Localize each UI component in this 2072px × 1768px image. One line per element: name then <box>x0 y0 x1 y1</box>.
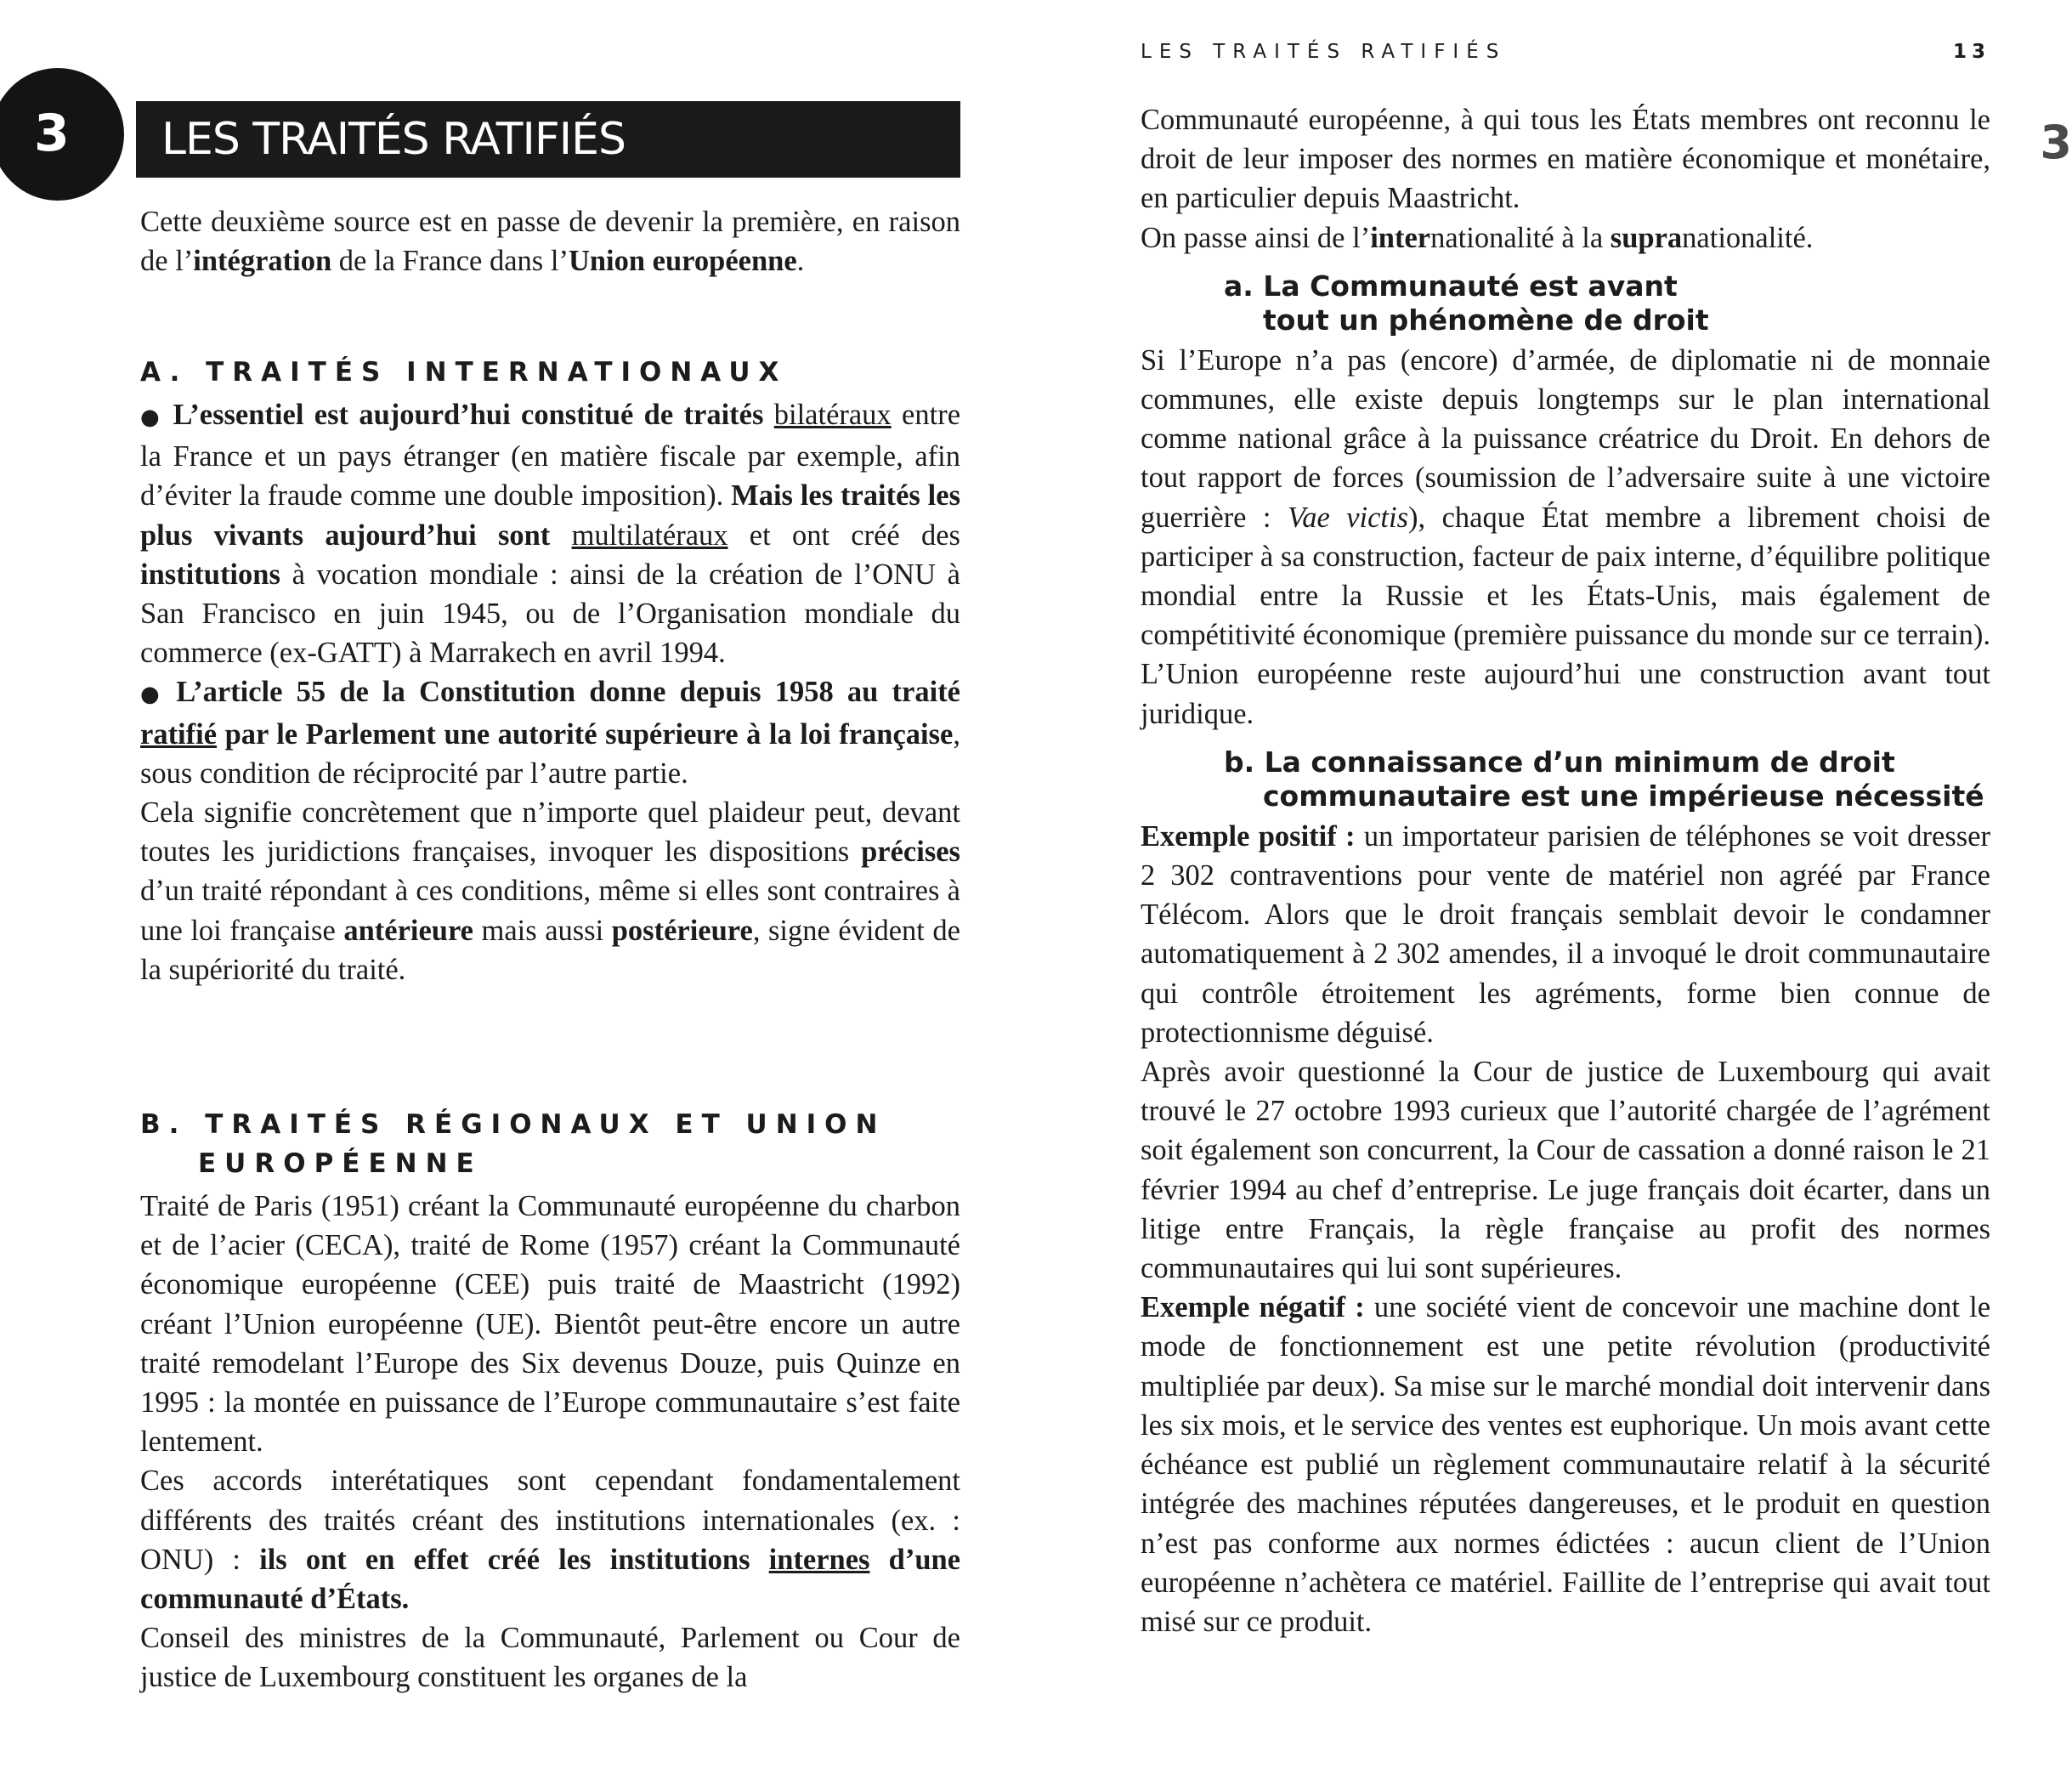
bullet-icon: ● <box>140 682 167 708</box>
section-a-heading: A. TRAITÉS INTERNATIONAUX <box>140 357 788 388</box>
section-b-paragraph-3: Conseil des ministres de la Communauté, Parlement ou Cour de justice de Luxembourg constituent les organes de la <box>140 1622 960 1694</box>
subheading-a: a. La Communauté est avant tout un phénomène de droit <box>1224 269 1709 337</box>
example-positive-continued: Après avoir questionné la Cour de justice de Luxembourg qui avait trouvé le 27 octobre 1993 curieux que l’autorité chargée de l’agrément soit également son concurrent, la Cour de cassation a donné raison le 21 février 1994 au chef d’entreprise. Le juge français doit écarter, dans un litige entre Français, la règle française au profit des normes communautaires qui lui sont supérieures. <box>1141 1056 1990 1285</box>
chapter-title: LES TRAITÉS RATIFIÉS <box>161 114 626 165</box>
intro-paragraph: Communauté européenne, à qui tous les États membres ont reconnu le droit de leur imposer des normes en matière économique et monétaire, en particulier depuis Maastricht. <box>1141 104 1990 215</box>
section-b-paragraph-2: Ces accords interétatiques sont cependant fondamentalement différents des traités créant des institutions internationales (ex. : ONU) : ils ont en effet créé les institutions internes d’une communauté d’États. <box>140 1465 961 1616</box>
left-page <box>0 0 1003 1768</box>
page-number: 13 <box>1952 41 1990 63</box>
section-a-paragraph-1: ● L’essentiel est aujourd’hui constitué de traités bilatéraux entre la France et un pays étranger (en matière fiscale par exemple, afin d’éviter la fraude comme une double imposition). Mais les traités les plus vivants aujourd’hui sont multilatéraux et ont créé des institutions à vocation mondiale : ainsi de la création de l’ONU à San Francisco en juin 1945, ou de l’Organisation mondiale du commerce (ex-GATT) à Marrakech en avril 1994. <box>140 399 961 670</box>
chapter-number: 3 <box>34 104 70 163</box>
right-page <box>1096 0 2072 1768</box>
chapter-title-bar <box>136 101 960 178</box>
section-a <box>140 353 960 989</box>
chapter-side-tab: 3 <box>2040 116 2072 169</box>
paragraph-a: Si l’Europe n’a pas (encore) d’armée, de diplomatie ni de monnaie communes, elle existe depuis longtemps sur le plan international comme national grâce à la puissance créatrice du Droit. En dehors de tout rapport de forces (soumission de l’adversaire suite à une victoire guerrière : Vae victis), chaque État membre a librement choisi de participer à sa construction, facteur de paix interne, d’équilibre politique mondial entre la Russie et les États-Unis, mais également de compétitivité économique (première puissance du monde sur ce terrain). L’Union européenne reste aujourd’hui une construction avant tout juridique. <box>1141 343 1990 730</box>
lead-paragraph: Cette deuxième source est en passe de devenir la première, en raison de l’intégration de la France dans l’Union européenne. <box>140 206 960 278</box>
chapter-number-badge <box>0 68 124 201</box>
running-head: LES TRAITÉS RATIFIÉS <box>1141 41 1507 63</box>
section-a-paragraph-2: ● L’article 55 de la Constitution donne depuis 1958 au traité ratifié par le Parlement une autorité supérieure à la loi française, sous condition de réciprocité par l’autre partie. <box>140 676 960 790</box>
example-positive: Exemple positif : un importateur parisien de téléphones se voit dresser 2 302 contraventions pour vente de matériel non agréé par France Télécom. Alors que le droit français semblait devoir le condamner automatiquement à 2 302 amendes, il a invoqué le droit communautaire qui contrôle étroitement les agréments, forme bien connue de protectionnisme déguisé. <box>1141 819 1990 1049</box>
subheading-b: b. La connaissance d’un minimum de droit communautaire est une impérieuse nécessité <box>1224 745 1984 813</box>
section-b-paragraph-1: Traité de Paris (1951) créant la Communauté européenne du charbon et de l’acier (CECA), traité de Rome (1957) créant la Communauté économique européenne (CEE) puis traité de Maastricht (1992) créant l’Union européenne (UE). Bientôt peut-être encore un autre traité remodelant l’Europe des Six devenus Douze, puis Quinze en 1995 : la montée en puissance de l’Europe communautaire s’est faite lentement. <box>140 1190 960 1459</box>
bullet-icon: ● <box>140 405 163 430</box>
right-body <box>1141 100 1990 1641</box>
intro-conclusion: On passe ainsi de l’internationalité à la supranationalité. <box>1141 221 1814 254</box>
section-a-paragraph-3: Cela signifie concrètement que n’importe quel plaideur peut, devant toutes les juridictions françaises, invoquer les dispositions précises d’un traité répondant à ces conditions, même si elles sont contraires à une loi française antérieure mais aussi postérieure, signe évident de la supériorité du traité. <box>140 796 960 986</box>
section-b <box>140 1105 960 1697</box>
example-negative: Exemple négatif : une société vient de concevoir une machine dont le mode de fonctionnement est une petite révolution (productivité multipliée par deux). Sa mise sur le marché mondial doit intervenir dans les six mois, et le service des ventes est euphorique. Un mois avant cette échéance est publié un règlement communautaire relatif à la sécurité intégrée des machines réputées dangereuses, et le produit en question n’est pas conforme aux normes édictées : aucun client de l’Union européenne n’achètera ce matériel. Faillite de l’entreprise qui avait tout misé sur ce produit. <box>1141 1291 1991 1638</box>
section-b-heading: B. TRAITÉS RÉGIONAUX ET UNION EUROPÉENNE <box>140 1109 886 1179</box>
